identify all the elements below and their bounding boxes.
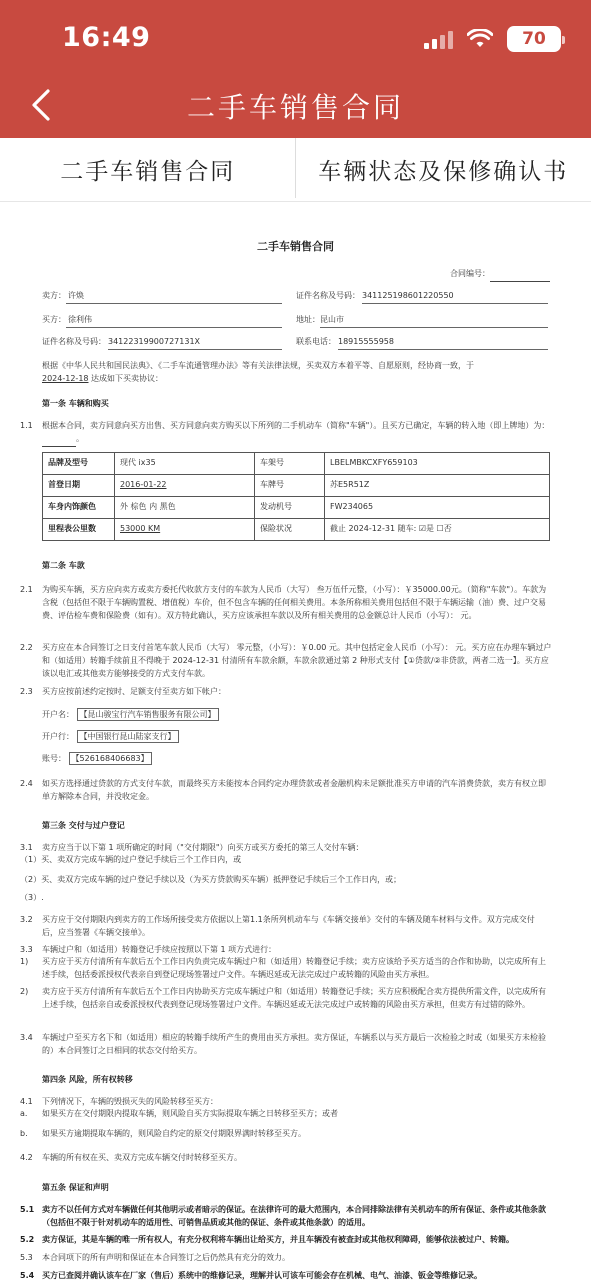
clause-4-1-a-number: a. [20,1109,28,1118]
clause-1-1-text: 根据本合同，卖方同意向买方出售、买方同意向卖方购买以下所列的二手机动车（简称"车辆"）。且买方已确定，车辆的转入地（即上牌地）为： [42,421,550,430]
wifi-icon [467,29,493,49]
table-row [43,497,550,519]
clause-3-1-option-2: （2）买、卖双方完成车辆的过户登记手续以及（为买方贷款购买车辆）抵押登记手续后三个工作日内，或； [20,875,402,884]
clause-3-4-number: 3.4 [20,1033,33,1042]
clause-3-3-1-number: 1) [20,957,29,966]
vin-value: LBELMBKCXFY659103 [325,453,550,475]
clause-5-2-number: 5.2 [20,1235,35,1244]
seller-name-line [66,290,282,304]
insurance-label: 保险状况 [255,519,325,541]
table-row [43,453,550,475]
brand-label: 品牌及型号 [43,453,115,475]
clause-4-2-number: 4.2 [20,1153,33,1162]
mileage-label: 里程表公里数 [43,519,115,541]
contract-number-value [490,268,550,282]
preamble-text: 根据《中华人民共和国民法典》、《二手车流通管理办法》等有关法律法规，买卖双方本着平等、自愿原则，经协商一致，于 [42,361,474,370]
bank-value: 【中国银行昆山陆家支行】 [77,730,179,743]
bank-name: 中国银行昆山陆家支行 [87,732,168,741]
status-time: 16:49 [62,22,151,53]
account-row [42,752,552,766]
document-title: 二手车销售合同 [257,240,334,253]
insurance-value: 截止 2024-12-31 随车: ☑是 ☐否 [325,519,550,541]
clause-3-3-number: 3.3 [20,945,33,954]
clause-3-1-option-1: （1）买、卖双方完成车辆的过户登记手续后三个工作日内，或 [20,855,242,864]
section-3-title: 第三条 交付与过户登记 [42,821,125,830]
account-value: 【526168406683】 [69,752,152,765]
tab-sales-contract[interactable]: 二手车销售合同 [60,159,236,185]
address-label: 地址： [296,315,320,324]
clause-1-1: 根据本合同，卖方同意向买方出售、买方同意向卖方购买以下所列的二手机动车（简称"车辆"）。且买方已确定，车辆的转入地（即上牌地）为： 。 [42,420,550,447]
buyer-name-line [66,314,282,328]
clause-3-3: 车辆过户和（如适用）转籍登记手续应按照以下第 1 项方式进行： [42,945,277,954]
vin-label: 车架号 [255,453,325,475]
clause-2-3-number: 2.3 [20,687,33,696]
clause-5-1-number: 5.1 [20,1205,35,1214]
address-line [320,314,548,328]
phone-value: 18915555958 [338,337,394,346]
clause-5-1: 卖方不以任何方式对车辆做任何其他明示或者暗示的保证。在法律许可的最大范围内，本合同排除法律有关机动车的所有保证、条件或其他条款（包括但不限于针对机动车的适用性、可销售品质或其他的保证、条件或其他条款）的适用。 [42,1205,546,1227]
seller-id-line [362,290,548,304]
tab-vehicle-status-warranty[interactable]: 车辆状态及保修确认书 [318,159,569,185]
contract-number-label: 合同编号： [450,269,490,278]
payee-row [42,708,552,722]
clause-4-1-a: 如果买方在交付期限内提取车辆，则风险自买方实际提取车辆之日转移至买方；或者 [42,1109,338,1118]
first-registration-label: 首登日期 [43,475,115,497]
clause-2-2: 买方应在本合同签订之日支付首笔车款人民币（大写） 零元整，（小写）：￥0.00 元。其中包括定金人民币（小写）： 元。买方应在办理车辆过户和（如适用）转籍手续前且不得晚于 2024-12-31 付清所有车款余额，车款余款通过第 2 种形式支付【①贷款/②非贷款，两者二选一】。买方应该以电汇或其他卖方能够接受的方式支付车款。 [42,643,552,678]
section-5-title: 第五条 保证和声明 [42,1183,109,1192]
clause-5-3: 本合同项下的所有声明和保证在本合同签订之后仍然具有充分的效力。 [42,1253,290,1262]
clause-3-3-2-number: 2) [20,987,29,996]
payee-label: 开户名： [42,710,74,719]
contract-number [42,268,550,282]
clause-4-1: 下列情况下，车辆的毁损灭失的风险转移至买方： [42,1097,218,1106]
clause-2-2-number: 2.2 [20,643,33,652]
preamble [42,360,548,386]
buyer-id-label: 证件名称及号码： [42,337,106,346]
section-2-title: 第二条 车款 [42,561,85,570]
clause-4-2: 车辆的所有权在买、卖双方完成车辆交付时转移至买方。 [42,1153,242,1162]
tab-bar [0,138,591,202]
section-1-title: 第一条 车辆和购买 [42,399,109,408]
cellular-signal-icon [424,29,453,49]
app-header [0,0,591,138]
bank-label: 开户行： [42,732,74,741]
phone-line [338,336,548,350]
engine-value: FW234065 [325,497,550,519]
account-number: 526168406683 [79,754,141,763]
clause-2-1-number: 2.1 [20,585,33,594]
clause-3-4: 车辆过户至买方名下和（如适用）相应的转籍手续所产生的费用由买方承担。卖方保证，车辆系以与买方最后一次检验之时或（如果买方未检验的）本合同签订之日相同的状态交付给买方。 [42,1033,546,1055]
account-label: 账号： [42,754,66,763]
vehicle-spec-table [42,452,550,541]
clause-4-1-b-number: b. [20,1129,28,1138]
clause-5-2: 卖方保证，其是车辆的唯一所有权人，有充分权利将车辆出让给买方，并且车辆没有被查封或其他权利障碍，能够依法被过户、转籍。 [42,1235,514,1244]
battery-level: 70 [522,29,546,49]
page-title: 二手车销售合同 [186,91,404,124]
clause-3-1-option-3: （3）. [20,893,44,902]
bank-row [42,730,552,744]
battery-icon [507,26,561,52]
preamble-text-2: 达成如下买卖协议： [88,373,164,383]
clause-2-1: 为购买车辆，买方应向卖方或卖方委托代收款方支付的车款为人民币（大写） 叁万伍仟元整，（小写）：￥35000.00元。（简称"车款"）。车款为含税（包括但不限于车辆购置税、增值税）车价，但不包含车辆的任何相关费用。本条所称相关费用包括但不限于车辆运输（油）费、过户交易费、评估检车费和保险费（如有）。双方特此确认，买方应该承担车款以及所有相关费用的总金额总计人民币（小写）： 元。 [42,585,547,620]
status-icons [424,26,561,52]
contract-document[interactable] [0,202,591,1280]
clause-3-1: 卖方应当于以下第 1 项所确定的时间（"交付期限"）向买方或买方委托的第三人交付车辆： [42,843,364,852]
clause-2-4-number: 2.4 [20,779,33,788]
table-row [43,519,550,541]
plate-value: 苏E5R51Z [325,475,550,497]
engine-label: 发动机号 [255,497,325,519]
clause-2-4: 如买方选择通过贷款的方式支付车款，而最终买方未能按本合同约定办理贷款或者金融机构未足额批准买方申请的汽车消费贷款，卖方有权立即单方解除本合同，并没收定金。 [42,779,546,801]
clause-3-2: 买方应于交付期限内到卖方的工作场所接受卖方依据以上第1.1条所列机动车与《车辆交接单》交付的车辆及随车材料与文件。双方完成交付后，应当签署《车辆交接单》。 [42,915,535,937]
buyer-label: 买方： [42,315,66,324]
seller-id-label: 证件名称及号码： [296,291,360,300]
section-4-title: 第四条 风险，所有权转移 [42,1075,133,1084]
color-label: 车身内饰颜色 [43,497,115,519]
color-value: 外 棕色 内 黑色 [115,497,255,519]
plate-label: 车牌号 [255,475,325,497]
registration-place-field [42,433,76,447]
payee-name: 昆山骏宝行汽车销售服务有限公司 [87,710,208,719]
clause-3-3-2: 卖方应于买方付清所有车款后五个工作日内协助买方完成车辆过户和（如适用）转籍登记手续；买方应积极配合卖方提供所需文件，以完成所有上述手续，包括亲自或委派授权代表到登记现场签署过户文件。车辆迟延或无法完成过户或转籍的风险由买方承担，但卖方有过错的除外。 [42,987,546,1009]
clause-4-1-number: 4.1 [20,1097,33,1106]
clause-5-4-number: 5.4 [20,1271,35,1280]
brand-value: 现代 ix35 [115,453,255,475]
clause-2-3: 买方应按前述约定按时、足额支付至卖方如下帐户： [42,687,226,696]
buyer-id-line [108,336,282,350]
seller-id: 341125198601220550 [362,291,454,300]
clause-3-3-1: 买方应于买方付清所有车款后五个工作日内负责完成车辆过户和（如适用）转籍登记手续；卖方应该给予买方适当的合作和协助，以完成所有上述手续，包括委派授权代表亲自到登记现场签署过户文件。车辆迟延或无法完成过户或转籍的风险由买方承担。 [42,957,546,979]
phone-label: 联系电话： [296,337,336,346]
clause-3-2-number: 3.2 [20,915,33,924]
mileage-value: 53000 KM [115,519,255,541]
preamble-date: 2024-12-18 [42,373,89,383]
clause-4-1-b: 如果买方逾期提取车辆的，则风险自约定的原交付期限界满时转移至买方。 [42,1129,306,1138]
payee-value: 【昆山骏宝行汽车销售服务有限公司】 [77,708,219,721]
clause-5-4: 买方已查阅并确认该车在厂家（售后）系统中的维修记录，理解并认可该车可能会存在机械、电气、油漆、钣金等维修记录。 [42,1271,482,1280]
buyer-name: 徐利伟 [68,315,92,324]
clause-3-1-number: 3.1 [20,843,33,852]
clause-1-1-number: 1.1 [20,421,33,430]
first-registration-value: 2016-01-22 [115,475,255,497]
buyer-id: 34122319900727131X [108,337,201,346]
clause-5-3-number: 5.3 [20,1253,33,1262]
address-value: 昆山市 [320,315,344,324]
table-row [43,475,550,497]
seller-label: 卖方： [42,291,66,300]
seller-name: 许焕 [68,291,84,300]
